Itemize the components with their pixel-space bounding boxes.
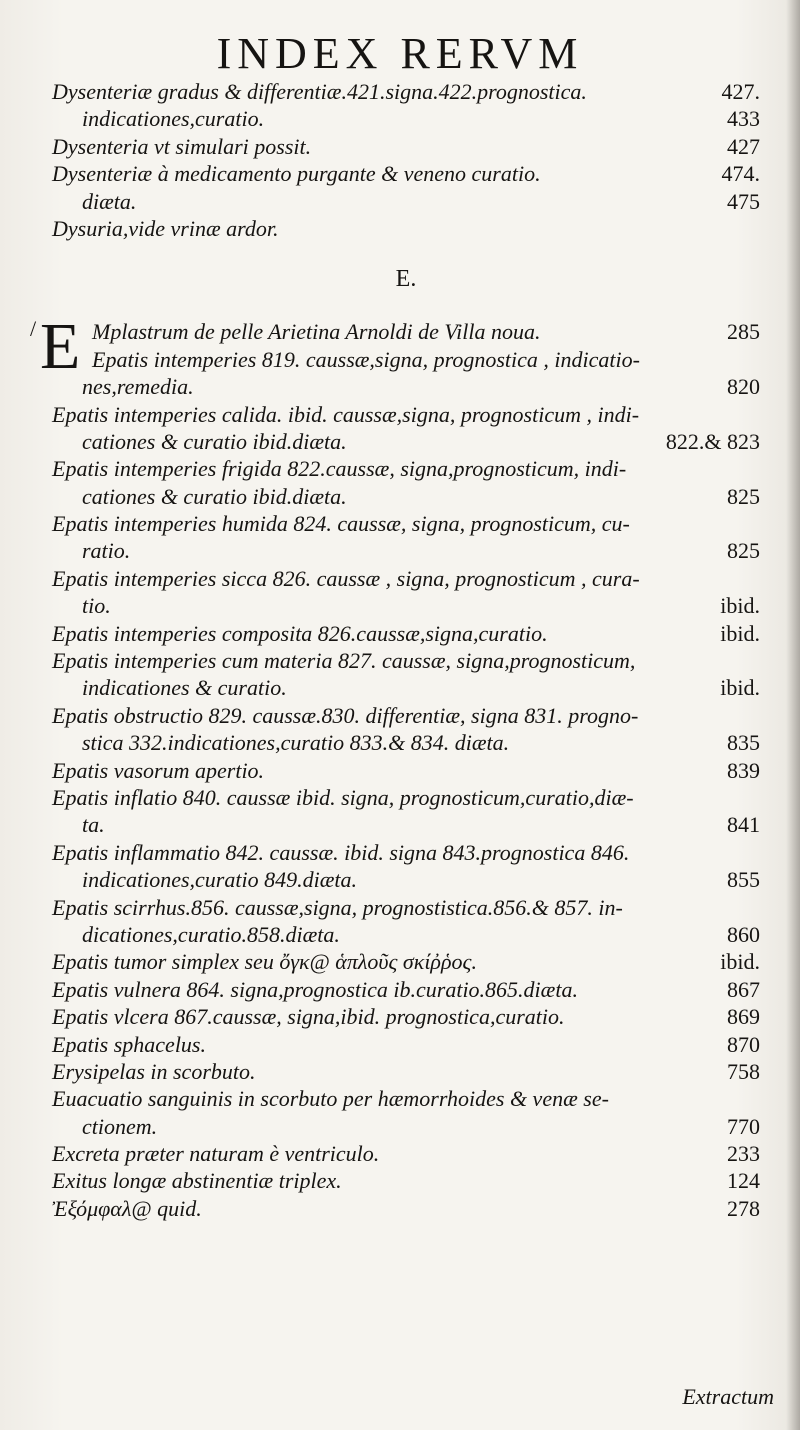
entry-continuation-line bbox=[52, 811, 760, 838]
index-entry bbox=[52, 948, 760, 975]
index-entry bbox=[52, 894, 760, 949]
index-entry bbox=[52, 1085, 760, 1140]
entry-line bbox=[52, 976, 760, 1003]
entry-text: indicationes,curatio 849.diæta. bbox=[82, 867, 357, 893]
entries-e bbox=[40, 310, 760, 1222]
entry-text: Dysenteriæ gradus & differentiæ.421.signa.422.prognostica. bbox=[52, 79, 587, 104]
page-reference: 427. bbox=[721, 79, 760, 104]
entry-text: Euacuatio sanguinis in scorbuto per hæmorrhoides & venæ se- bbox=[52, 1086, 609, 1112]
entry-text: Epatis intemperies sicca 826. caussæ , signa, prognosticum , cura- bbox=[52, 565, 640, 591]
entry-line bbox=[52, 78, 760, 105]
entry-text: Dysuria,vide vrinæ ardor. bbox=[52, 215, 279, 241]
index-entry bbox=[52, 620, 760, 647]
page-reference: ibid. bbox=[720, 620, 760, 646]
entry-continuation-line bbox=[52, 428, 760, 455]
page-reference: 869 bbox=[727, 1004, 760, 1030]
page-reference: 758 bbox=[727, 1058, 760, 1084]
entry-continuation-line bbox=[52, 483, 760, 510]
page-reference: 474. bbox=[721, 161, 760, 187]
entry-continuation-line bbox=[52, 729, 760, 756]
entry-text: Excreta præter naturam è ventriculo. bbox=[52, 1141, 380, 1167]
page-gutter-shadow bbox=[786, 0, 800, 1430]
entry-text: Erysipelas in scorbuto. bbox=[52, 1058, 256, 1084]
index-entry bbox=[40, 310, 760, 400]
page-reference: 770 bbox=[727, 1113, 760, 1139]
entry-text: diæta. bbox=[82, 188, 137, 214]
entry-text: stica 332.indicationes,curatio 833.& 834. diæta. bbox=[82, 730, 510, 756]
entry-line bbox=[52, 757, 760, 784]
index-entry bbox=[52, 565, 760, 620]
entry-text: Epatis intemperies frigida 822.caussæ, signa,prognosticum, indi- bbox=[52, 456, 627, 482]
entry-line bbox=[52, 1003, 760, 1030]
entry-line bbox=[52, 1140, 760, 1167]
page-reference: 860 bbox=[727, 921, 760, 947]
page-reference: 835 bbox=[727, 730, 760, 756]
index-entry bbox=[52, 976, 760, 1003]
entry-text: Epatis vulnera 864. signa,prognostica ib.curatio.865.diæta. bbox=[52, 976, 578, 1002]
index-entry bbox=[52, 78, 760, 133]
catchword: Extractum bbox=[682, 1384, 774, 1409]
index-entry bbox=[52, 1003, 760, 1030]
entry-text: Epatis inflatio 840. caussæ ibid. signa, prognosticum,curatio,diæ- bbox=[52, 784, 634, 810]
entry-line bbox=[52, 318, 760, 345]
page-reference: 867 bbox=[727, 976, 760, 1002]
page-reference: ibid. bbox=[720, 949, 760, 975]
entry-text: Epatis intemperies humida 824. caussæ, signa, prognosticum, cu- bbox=[52, 511, 630, 537]
entry-line bbox=[52, 784, 760, 811]
entry-text: cationes & curatio ibid.diæta. bbox=[82, 483, 347, 509]
entry-text: Epatis inflammatio 842. caussæ. ibid. signa 843.prognostica 846. bbox=[52, 839, 630, 865]
page-reference: 825 bbox=[727, 483, 760, 509]
entry-line bbox=[52, 647, 760, 674]
entry-line bbox=[52, 620, 760, 647]
index-entry bbox=[52, 647, 760, 702]
entry-text: Epatis intemperies composita 826.caussæ,signa,curatio. bbox=[52, 620, 548, 646]
entry-line bbox=[52, 839, 760, 866]
entry-text: ctionem. bbox=[82, 1113, 158, 1139]
page-reference: 124 bbox=[727, 1168, 760, 1194]
index-entry bbox=[52, 702, 760, 757]
entry-line bbox=[52, 948, 760, 975]
entry-continuation-line bbox=[52, 1113, 760, 1140]
entry-text: Epatis intemperies 819. caussæ,signa, prognostica , indicatio- bbox=[92, 346, 640, 372]
entry-text: Dysenteria vt simulari possit. bbox=[52, 133, 312, 159]
index-entry bbox=[52, 1031, 760, 1058]
entry-line bbox=[52, 565, 760, 592]
index-entry bbox=[52, 160, 760, 215]
entry-continuation-line bbox=[52, 674, 760, 701]
entry-continuation-line bbox=[52, 592, 760, 619]
entry-line bbox=[52, 1085, 760, 1112]
index-entry bbox=[52, 510, 760, 565]
page-reference: 285 bbox=[727, 319, 760, 345]
entry-text: ratio. bbox=[82, 538, 131, 564]
page-reference: 233 bbox=[727, 1141, 760, 1167]
page-reference: ibid. bbox=[720, 675, 760, 701]
entry-text: Epatis vasorum apertio. bbox=[52, 757, 265, 783]
page-reference: 278 bbox=[727, 1195, 760, 1221]
entry-continuation-line bbox=[52, 866, 760, 893]
entry-line bbox=[52, 702, 760, 729]
index-entry bbox=[52, 784, 760, 839]
entry-text: Dysenteriæ à medicamento purgante & veneno curatio. bbox=[52, 161, 541, 187]
entry-text: ta. bbox=[82, 812, 105, 838]
page-reference: ibid. bbox=[720, 593, 760, 619]
page-reference: 427 bbox=[727, 133, 760, 159]
entry-text: tio. bbox=[82, 593, 111, 619]
page-reference: 870 bbox=[727, 1031, 760, 1057]
section-letter-e: E. bbox=[395, 266, 417, 293]
entry-text: Mplastrum de pelle Arietina Arnoldi de Villa noua. bbox=[92, 319, 541, 345]
index-entry bbox=[52, 1140, 760, 1167]
entry-line bbox=[52, 894, 760, 921]
index-entry bbox=[52, 1167, 760, 1194]
entry-text: Epatis vlcera 867.caussæ, signa,ibid. prognostica,curatio. bbox=[52, 1004, 565, 1030]
index-entry bbox=[52, 215, 760, 242]
entry-text: Exitus longæ abstinentiæ triplex. bbox=[52, 1168, 342, 1194]
entry-text: Epatis intemperies calida. ibid. caussæ,signa, prognosticum , indi- bbox=[52, 401, 640, 427]
entry-line bbox=[52, 510, 760, 537]
entry-text: Epatis scirrhus.856. caussæ,signa, prognostistica.856.& 857. in- bbox=[52, 894, 623, 920]
entry-continuation-line bbox=[52, 105, 760, 132]
entry-continuation-line bbox=[52, 537, 760, 564]
index-text bbox=[40, 78, 760, 1222]
entry-text: indicationes & curatio. bbox=[82, 675, 287, 701]
index-entry bbox=[52, 839, 760, 894]
index-entry bbox=[52, 401, 760, 456]
entry-text: cationes & curatio ibid.diæta. bbox=[82, 428, 347, 454]
entry-continuation-line bbox=[52, 373, 760, 400]
margin-mark: / bbox=[30, 316, 37, 341]
index-entry bbox=[52, 1195, 760, 1222]
entry-line bbox=[52, 160, 760, 187]
page-reference: 475 bbox=[727, 188, 760, 214]
entry-line bbox=[52, 1031, 760, 1058]
page-header: INDEX RERVM bbox=[216, 29, 584, 78]
page-reference: 433 bbox=[727, 106, 760, 132]
entry-line bbox=[52, 215, 760, 242]
entry-line bbox=[52, 1167, 760, 1194]
page-reference: 841 bbox=[727, 812, 760, 838]
entry-text: Epatis intemperies cum materia 827. caussæ, signa,prognosticum, bbox=[52, 648, 636, 674]
page-reference: 822.& 823 bbox=[665, 428, 760, 454]
entry-text: nes,remedia. bbox=[82, 374, 194, 400]
page-reference: 855 bbox=[727, 867, 760, 893]
page-reference: 825 bbox=[727, 538, 760, 564]
index-entry bbox=[52, 1058, 760, 1085]
index-entry bbox=[52, 133, 760, 160]
entry-continuation-line bbox=[52, 188, 760, 215]
entry-text: Epatis tumor simplex seu ὄγκ@ ἁπλοῦς σκίῤῥος. bbox=[52, 949, 477, 975]
entry-text: indicationes,curatio. bbox=[82, 106, 265, 132]
page-reference: 820 bbox=[727, 374, 760, 400]
entry-line bbox=[52, 133, 760, 160]
entry-continuation-line bbox=[52, 921, 760, 948]
entry-text: dicationes,curatio.858.diæta. bbox=[82, 921, 340, 947]
entry-text: Ἐξόμφαλ@ quid. bbox=[52, 1195, 202, 1221]
entry-line bbox=[52, 1195, 760, 1222]
entry-line bbox=[52, 455, 760, 482]
entry-text: Epatis obstructio 829. caussæ.830. differentiæ, signa 831. progno- bbox=[52, 702, 639, 728]
drop-cap: E bbox=[40, 310, 81, 384]
entry-line bbox=[52, 1058, 760, 1085]
page-reference: 839 bbox=[727, 757, 760, 783]
entry-text: Epatis sphacelus. bbox=[52, 1031, 206, 1057]
entry-continuation-line bbox=[52, 346, 760, 373]
index-entry bbox=[52, 757, 760, 784]
index-entry bbox=[52, 455, 760, 510]
entries-d bbox=[52, 78, 760, 242]
entry-line bbox=[52, 401, 760, 428]
